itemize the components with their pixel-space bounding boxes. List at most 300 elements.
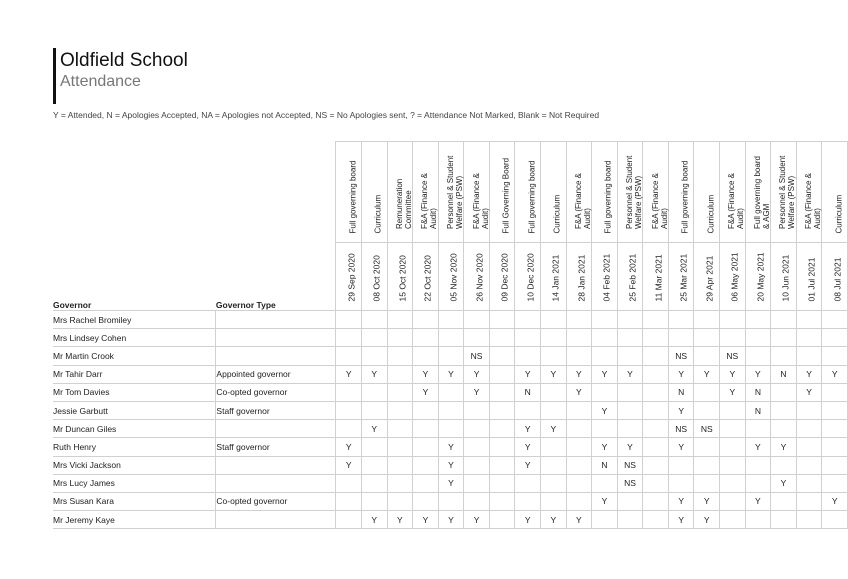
attendance-mark: [643, 420, 669, 438]
meeting-date-label: 15 Oct 2020: [397, 255, 408, 302]
attendance-mark: [694, 347, 720, 365]
attendance-mark: [796, 329, 822, 347]
meeting-date-label: 25 Feb 2021: [627, 253, 638, 302]
meeting-date-header: [617, 243, 643, 311]
meeting-type-header: [438, 142, 464, 243]
attendance-mark: Y: [720, 365, 746, 383]
attendance-mark: [720, 329, 746, 347]
attendance-mark: [336, 401, 362, 419]
governor-name: Mrs Susan Kara: [53, 492, 216, 510]
attendance-mark: [413, 474, 439, 492]
attendance-mark: Y: [515, 456, 541, 474]
table-row: [53, 456, 848, 474]
attendance-mark: [515, 401, 541, 419]
meeting-type-header: [668, 142, 694, 243]
meeting-type-header: [464, 142, 490, 243]
attendance-mark: [720, 311, 746, 329]
governor-type: [216, 511, 336, 529]
attendance-mark: Y: [668, 492, 694, 510]
attendance-mark: [745, 347, 771, 365]
attendance-mark: [361, 492, 387, 510]
attendance-mark: [387, 438, 413, 456]
attendance-mark: Y: [822, 365, 848, 383]
attendance-mark: [387, 474, 413, 492]
attendance-mark: [387, 329, 413, 347]
attendance-mark: [617, 329, 643, 347]
attendance-mark: NS: [617, 456, 643, 474]
attendance-mark: [336, 383, 362, 401]
attendance-mark: [745, 456, 771, 474]
meeting-date-label: 22 Oct 2020: [422, 255, 433, 302]
attendance-mark: [822, 474, 848, 492]
attendance-mark: Y: [540, 511, 566, 529]
attendance-mark: [540, 492, 566, 510]
attendance-mark: [361, 329, 387, 347]
meeting-date-label: 29 Sep 2020: [346, 253, 357, 302]
attendance-mark: [515, 329, 541, 347]
attendance-mark: NS: [617, 474, 643, 492]
attendance-mark: [566, 401, 592, 419]
meeting-date-header: [336, 243, 362, 311]
attendance-mark: [617, 383, 643, 401]
attendance-mark: [771, 383, 797, 401]
attendance-mark: [336, 511, 362, 529]
attendance-mark: [617, 511, 643, 529]
attendance-mark: N: [771, 365, 797, 383]
meeting-date-label: 09 Dec 2020: [499, 253, 510, 302]
attendance-mark: [720, 474, 746, 492]
attendance-mark: [540, 474, 566, 492]
attendance-mark: [796, 474, 822, 492]
attendance-mark: [720, 401, 746, 419]
attendance-mark: [771, 329, 797, 347]
attendance-mark: Y: [617, 438, 643, 456]
meeting-date-label: 11 Mar 2021: [653, 254, 664, 302]
attendance-mark: [361, 474, 387, 492]
meeting-date-header: [745, 243, 771, 311]
meeting-date-label: 20 May 2021: [755, 252, 766, 302]
attendance-mark: N: [592, 456, 618, 474]
meeting-type-header: [361, 142, 387, 243]
attendance-mark: [438, 383, 464, 401]
attendance-mark: [464, 438, 490, 456]
meeting-type-label: Personnel & Student Welfare (PSW): [445, 155, 464, 229]
meeting-type-header: [643, 142, 669, 243]
attendance-mark: Y: [464, 511, 490, 529]
meeting-date-header: [720, 243, 746, 311]
attendance-mark: NS: [720, 347, 746, 365]
meeting-date-header: [489, 243, 515, 311]
meeting-type-label: F&A (Finance & Audit): [573, 172, 592, 229]
attendance-mark: [336, 420, 362, 438]
meeting-type-header: [796, 142, 822, 243]
attendance-mark: [720, 492, 746, 510]
attendance-mark: [336, 329, 362, 347]
meeting-type-label: Curriculum: [706, 194, 716, 234]
attendance-mark: Y: [361, 420, 387, 438]
attendance-mark: [566, 492, 592, 510]
table-row: [53, 438, 848, 456]
meeting-date-label: 06 May 2021: [729, 252, 740, 302]
meeting-type-label: Full Governing Board: [501, 157, 511, 234]
attendance-mark: Y: [745, 365, 771, 383]
attendance-mark: NS: [668, 420, 694, 438]
attendance-mark: [540, 401, 566, 419]
attendance-mark: [566, 420, 592, 438]
meeting-date-header: [387, 243, 413, 311]
attendance-legend: Y = Attended, N = Apologies Accepted, NA = Apologies not Accepted, NS = No Apologies sent, ? = Attendance Not Marked, Blank = Not Required: [53, 110, 600, 120]
meeting-type-header: [489, 142, 515, 243]
governor-name: Mr Martin Crook: [53, 347, 216, 365]
governor-name: Mr Jeremy Kaye: [53, 511, 216, 529]
meeting-date-header: [361, 243, 387, 311]
attendance-mark: NS: [694, 420, 720, 438]
attendance-mark: N: [745, 401, 771, 419]
attendance-mark: [822, 401, 848, 419]
attendance-mark: [489, 347, 515, 365]
meeting-date-row: [53, 243, 848, 311]
attendance-mark: Y: [438, 438, 464, 456]
meeting-date-label: 01 Jul 2021: [806, 257, 817, 302]
attendance-mark: [540, 456, 566, 474]
attendance-mark: [566, 329, 592, 347]
attendance-mark: [336, 492, 362, 510]
attendance-mark: Y: [361, 365, 387, 383]
attendance-mark: N: [515, 383, 541, 401]
attendance-mark: Y: [771, 474, 797, 492]
attendance-mark: [489, 329, 515, 347]
attendance-mark: [566, 311, 592, 329]
attendance-mark: [592, 474, 618, 492]
attendance-mark: [413, 456, 439, 474]
attendance-mark: [464, 401, 490, 419]
attendance-mark: NS: [668, 347, 694, 365]
attendance-mark: Y: [540, 365, 566, 383]
attendance-mark: [413, 329, 439, 347]
meeting-date-header: [694, 243, 720, 311]
attendance-mark: [387, 311, 413, 329]
meeting-date-header: [438, 243, 464, 311]
attendance-mark: [464, 492, 490, 510]
attendance-mark: [540, 329, 566, 347]
attendance-mark: Y: [438, 456, 464, 474]
meeting-type-label: Full governing board: [680, 160, 690, 234]
attendance-mark: Y: [515, 365, 541, 383]
attendance-mark: Y: [515, 438, 541, 456]
attendance-mark: [361, 401, 387, 419]
meeting-date-label: 10 Dec 2020: [525, 253, 536, 302]
attendance-mark: [413, 438, 439, 456]
attendance-mark: Y: [566, 511, 592, 529]
attendance-mark: N: [745, 383, 771, 401]
meeting-date-label: 26 Nov 2020: [474, 253, 485, 302]
attendance-mark: [336, 347, 362, 365]
governor-type: [216, 456, 336, 474]
attendance-mark: [822, 438, 848, 456]
attendance-mark: [694, 329, 720, 347]
attendance-mark: [643, 492, 669, 510]
attendance-mark: [771, 511, 797, 529]
meeting-type-label: Full governing board: [348, 160, 358, 234]
governor-type: [216, 420, 336, 438]
attendance-mark: [643, 438, 669, 456]
attendance-mark: [643, 401, 669, 419]
meeting-date-label: 05 Nov 2020: [448, 253, 459, 302]
attendance-mark: Y: [438, 365, 464, 383]
attendance-mark: [387, 492, 413, 510]
attendance-mark: [745, 420, 771, 438]
attendance-mark: [822, 311, 848, 329]
attendance-mark: [438, 329, 464, 347]
table-row: [53, 383, 848, 401]
attendance-mark: [668, 456, 694, 474]
meeting-date-header: [515, 243, 541, 311]
meeting-type-label: Full governing board & AGM: [752, 156, 771, 229]
attendance-mark: [540, 438, 566, 456]
attendance-mark: [438, 492, 464, 510]
attendance-mark: Y: [668, 511, 694, 529]
attendance-mark: [643, 365, 669, 383]
attendance-mark: Y: [720, 383, 746, 401]
attendance-mark: [617, 311, 643, 329]
attendance-mark: [668, 311, 694, 329]
table-row: [53, 492, 848, 510]
attendance-mark: [694, 474, 720, 492]
meeting-date-header: [413, 243, 439, 311]
attendance-mark: [489, 492, 515, 510]
page-subtitle: Attendance: [60, 73, 141, 90]
attendance-mark: [515, 474, 541, 492]
attendance-mark: [413, 401, 439, 419]
attendance-mark: Y: [361, 511, 387, 529]
attendance-mark: [771, 311, 797, 329]
attendance-mark: [489, 456, 515, 474]
attendance-mark: [694, 456, 720, 474]
attendance-mark: [540, 383, 566, 401]
attendance-mark: [566, 347, 592, 365]
attendance-mark: Y: [413, 365, 439, 383]
attendance-mark: Y: [464, 365, 490, 383]
attendance-mark: [771, 420, 797, 438]
attendance-mark: [438, 401, 464, 419]
attendance-mark: [515, 311, 541, 329]
attendance-mark: Y: [566, 365, 592, 383]
attendance-mark: [643, 474, 669, 492]
attendance-mark: [771, 492, 797, 510]
attendance-mark: [694, 401, 720, 419]
attendance-mark: [515, 347, 541, 365]
attendance-mark: [745, 511, 771, 529]
attendance-mark: [694, 383, 720, 401]
meeting-type-header: [694, 142, 720, 243]
attendance-mark: [643, 329, 669, 347]
attendance-mark: [566, 456, 592, 474]
attendance-mark: [489, 438, 515, 456]
table-row: [53, 329, 848, 347]
meeting-date-label: 25 Mar 2021: [678, 253, 689, 302]
governor-type-column-header: Governor Type: [216, 243, 336, 311]
attendance-mark: [592, 420, 618, 438]
attendance-mark: [745, 329, 771, 347]
meeting-type-label: F&A (Finance & Audit): [727, 172, 746, 229]
attendance-mark: [540, 311, 566, 329]
attendance-mark: [643, 347, 669, 365]
table-row: [53, 511, 848, 529]
attendance-mark: [720, 438, 746, 456]
governor-column-header: Governor: [53, 243, 216, 311]
attendance-mark: Y: [592, 365, 618, 383]
attendance-mark: [592, 383, 618, 401]
attendance-mark: Y: [745, 438, 771, 456]
meeting-type-header: [617, 142, 643, 243]
attendance-mark: [489, 401, 515, 419]
attendance-mark: [771, 401, 797, 419]
attendance-mark: Y: [694, 492, 720, 510]
attendance-mark: [540, 347, 566, 365]
attendance-mark: Y: [566, 383, 592, 401]
attendance-mark: [566, 474, 592, 492]
attendance-mark: [617, 401, 643, 419]
meeting-type-header: [413, 142, 439, 243]
attendance-mark: [387, 383, 413, 401]
meeting-type-label: Curriculum: [373, 194, 383, 234]
attendance-mark: Y: [694, 511, 720, 529]
meeting-type-row: [53, 142, 848, 243]
attendance-mark: Y: [413, 383, 439, 401]
meeting-type-label: F&A (Finance & Audit): [804, 172, 823, 229]
attendance-mark: [617, 347, 643, 365]
attendance-mark: Y: [464, 383, 490, 401]
attendance-mark: [771, 347, 797, 365]
attendance-mark: Y: [387, 511, 413, 529]
attendance-mark: NS: [464, 347, 490, 365]
meeting-type-label: Personnel & Student Welfare (PSW): [778, 155, 797, 229]
attendance-mark: Y: [592, 438, 618, 456]
meeting-date-label: 04 Feb 2021: [601, 253, 612, 302]
attendance-mark: [387, 420, 413, 438]
governor-name: Mrs Lucy James: [53, 474, 216, 492]
attendance-mark: [796, 456, 822, 474]
meeting-type-label: Personnel & Student Welfare (PSW): [625, 155, 643, 229]
attendance-mark: Y: [438, 511, 464, 529]
attendance-mark: [822, 383, 848, 401]
attendance-mark: [489, 365, 515, 383]
attendance-mark: [489, 311, 515, 329]
meeting-type-header: [540, 142, 566, 243]
meeting-type-header: [515, 142, 541, 243]
attendance-mark: [592, 511, 618, 529]
governor-type: Co-opted governor: [216, 492, 336, 510]
meeting-date-header: [592, 243, 618, 311]
table-row: [53, 420, 848, 438]
attendance-rows: [53, 311, 848, 529]
attendance-mark: [822, 511, 848, 529]
attendance-mark: [796, 311, 822, 329]
attendance-mark: [361, 383, 387, 401]
attendance-mark: [387, 347, 413, 365]
meeting-type-label: F&A (Finance & Audit): [650, 172, 669, 229]
governor-type: [216, 329, 336, 347]
attendance-mark: [464, 311, 490, 329]
attendance-mark: [489, 420, 515, 438]
table-row: [53, 401, 848, 419]
attendance-mark: Y: [694, 365, 720, 383]
attendance-mark: [796, 492, 822, 510]
meeting-type-label: Curriculum: [552, 194, 562, 234]
attendance-mark: Y: [668, 365, 694, 383]
governor-type: [216, 311, 336, 329]
governor-name: Mrs Lindsey Cohen: [53, 329, 216, 347]
attendance-mark: Y: [515, 511, 541, 529]
attendance-mark: [438, 347, 464, 365]
attendance-mark: [643, 456, 669, 474]
attendance-mark: Y: [592, 492, 618, 510]
attendance-mark: [694, 311, 720, 329]
attendance-mark: Y: [668, 401, 694, 419]
attendance-mark: [668, 329, 694, 347]
governor-name: Mrs Rachel Bromiley: [53, 311, 216, 329]
meeting-date-label: 28 Jan 2021: [576, 254, 587, 302]
attendance-mark: Y: [438, 474, 464, 492]
governor-name: Mr Duncan Giles: [53, 420, 216, 438]
meeting-type-header: [720, 142, 746, 243]
meeting-type-header: [566, 142, 592, 243]
attendance-mark: Y: [822, 492, 848, 510]
meeting-type-label: Full governing board: [527, 160, 537, 234]
meeting-type-header: [592, 142, 618, 243]
governor-type: Appointed governor: [216, 365, 336, 383]
meeting-date-header: [566, 243, 592, 311]
meeting-date-header: [643, 243, 669, 311]
attendance-mark: [361, 347, 387, 365]
meeting-type-header: [822, 142, 848, 243]
attendance-mark: [668, 474, 694, 492]
governor-name: Ruth Henry: [53, 438, 216, 456]
attendance-mark: [643, 511, 669, 529]
table-row: [53, 311, 848, 329]
attendance-mark: [361, 311, 387, 329]
attendance-mark: [413, 492, 439, 510]
attendance-mark: [464, 329, 490, 347]
attendance-mark: [387, 365, 413, 383]
attendance-mark: Y: [796, 365, 822, 383]
attendance-mark: [796, 438, 822, 456]
title-block: [53, 48, 188, 104]
attendance-mark: [515, 492, 541, 510]
governor-name: Mrs Vicki Jackson: [53, 456, 216, 474]
table-row: [53, 365, 848, 383]
meeting-type-label: F&A (Finance & Audit): [471, 172, 490, 229]
attendance-mark: [771, 456, 797, 474]
attendance-table: [53, 141, 848, 529]
attendance-mark: [617, 420, 643, 438]
governor-type: [216, 347, 336, 365]
attendance-mark: [438, 311, 464, 329]
attendance-mark: [822, 347, 848, 365]
governor-name: Jessie Garbutt: [53, 401, 216, 419]
attendance-mark: Y: [592, 401, 618, 419]
attendance-mark: [796, 511, 822, 529]
attendance-mark: [720, 420, 746, 438]
attendance-mark: N: [668, 383, 694, 401]
attendance-mark: [745, 311, 771, 329]
attendance-mark: [387, 401, 413, 419]
meeting-date-label: 10 Jun 2021: [780, 254, 791, 302]
attendance-mark: [822, 329, 848, 347]
attendance-mark: [720, 511, 746, 529]
attendance-mark: [822, 420, 848, 438]
governor-name: Mr Tom Davies: [53, 383, 216, 401]
